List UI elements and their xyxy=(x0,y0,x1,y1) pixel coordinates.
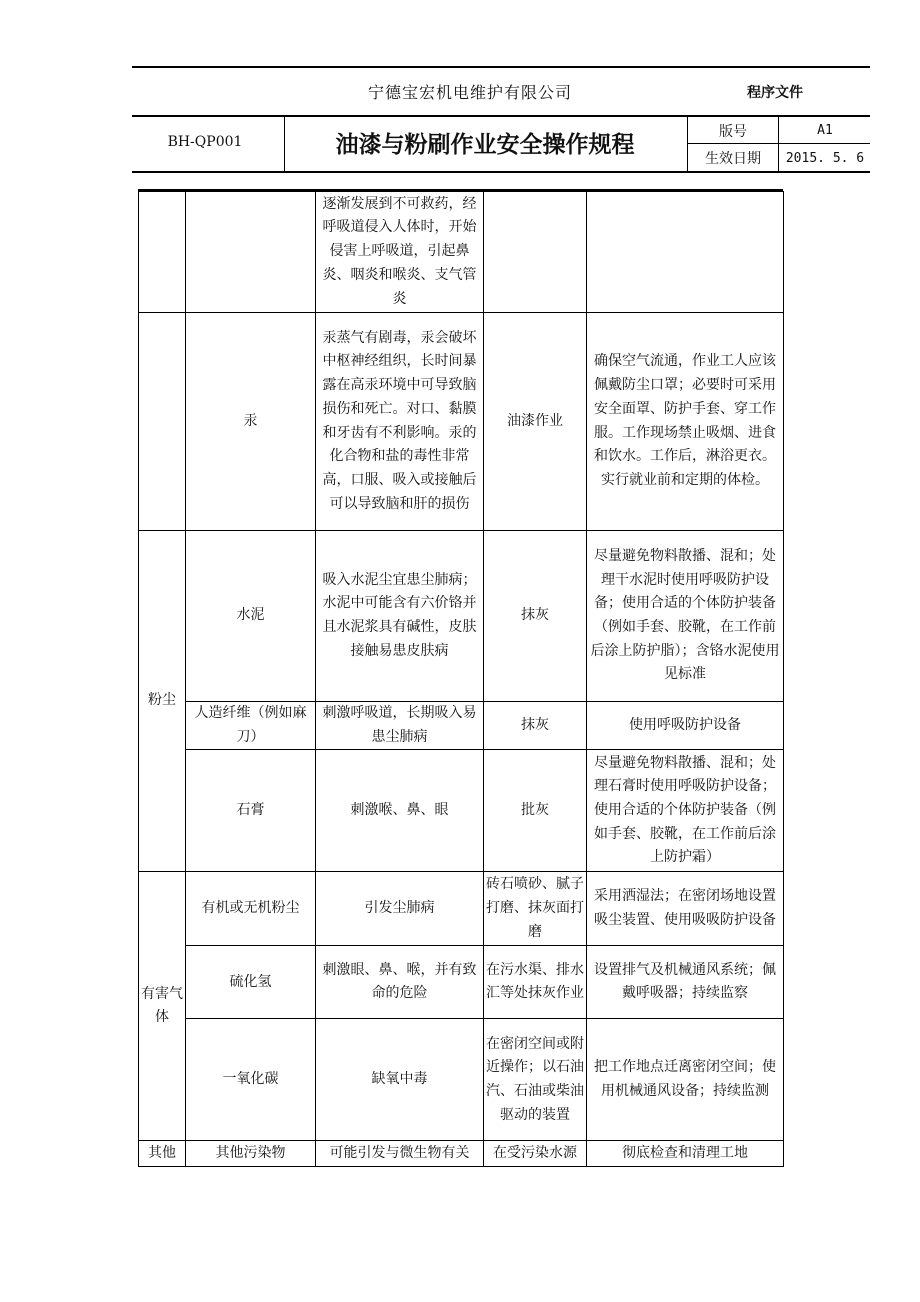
table-row xyxy=(139,750,784,872)
measures-cell: 尽量避免物料散播、混和；处理石膏时使用呼吸防护设备；使用合适的个体防护装备（例如手套、胶靴，在工作前后涂上防护霜） xyxy=(587,750,784,872)
activity-cell: 在受污染水源 xyxy=(484,1141,587,1167)
hazard-cell: 刺激喉、鼻、眼 xyxy=(316,750,484,872)
hazard-cell: 逐渐发展到不可救药，经呼吸道侵入人体时，开始侵害上呼吸道，引起鼻炎、咽炎和喉炎、支气管炎 xyxy=(316,192,484,313)
measures-cell: 设置排气及机械通风系统；佩戴呼吸器；持续监察 xyxy=(587,946,784,1019)
substance-cell: 水泥 xyxy=(186,531,316,702)
company-name: 宁德宝宏机电维护有限公司 xyxy=(367,83,572,102)
hazard-cell: 可能引发与微生物有关 xyxy=(316,1141,484,1167)
table-row xyxy=(139,702,784,750)
effective-date-label: 生效日期 xyxy=(705,151,761,167)
substance-cell xyxy=(186,192,316,313)
activity-cell: 在污水渠、排水汇等处抹灰作业 xyxy=(484,946,587,1019)
meta-row-rule xyxy=(687,143,870,144)
document-number: BH-QP001 xyxy=(167,134,243,150)
hazard-cell: 刺激眼、鼻、喉，并有致命的危险 xyxy=(316,946,484,1019)
table-row xyxy=(139,1019,784,1141)
measures-cell: 把工作地点迁离密闭空间；使用机械通风设备；持续监测 xyxy=(587,1019,784,1141)
effective-date-value: 2015. 5. 6 xyxy=(785,151,865,166)
hazard-cell: 刺激呼吸道，长期吸入易患尘肺病 xyxy=(316,702,484,750)
document-title: 油漆与粉刷作业安全操作规程 xyxy=(335,132,635,158)
category-dust: 粉尘 xyxy=(139,531,186,872)
header-bottom-rule xyxy=(132,171,870,173)
hazard-cell: 汞蒸气有剧毒，汞会破坏中枢神经组织，长时间暴露在高汞环境中可导致脑损伤和死亡。对口、黏膜和牙齿有不利影响。汞的化合物和盐的毒性非常高，口服、吸入或接触后可以导致脑和肝的损伤 xyxy=(316,313,484,531)
activity-cell: 油漆作业 xyxy=(484,313,587,531)
table-row xyxy=(139,313,784,531)
activity-cell: 抹灰 xyxy=(484,702,587,750)
category-gas: 有害气体 xyxy=(139,872,186,1141)
measures-cell: 确保空气流通，作业工人应该佩戴防尘口罩；必要时可采用安全面罩、防护手套、穿工作服。工作现场禁止吸烟、进食和饮水。工作后，淋浴更衣。实行就业前和定期的体检。 xyxy=(587,313,784,531)
substance-cell: 有机或无机粉尘 xyxy=(186,872,316,946)
hazard-cell: 吸入水泥尘宜患尘肺病；水泥中可能含有六价铬并且水泥浆具有碱性，皮肤接触易患皮肤病 xyxy=(316,531,484,702)
table-row xyxy=(139,872,784,946)
version-label: 版号 xyxy=(719,124,747,140)
activity-cell: 砖石喷砂、腻子打磨、抹灰面打磨 xyxy=(484,872,587,946)
category-other: 其他 xyxy=(139,1141,186,1167)
divider-meta xyxy=(778,116,779,172)
header-top-rule xyxy=(132,66,870,68)
version-value: A1 xyxy=(817,123,833,138)
activity-cell xyxy=(484,192,587,313)
category-cell xyxy=(139,192,186,313)
activity-cell: 在密闭空间或附近操作；以石油汽、石油或柴油驱动的装置 xyxy=(484,1019,587,1141)
measures-cell: 使用呼吸防护设备 xyxy=(587,702,784,750)
activity-cell: 批灰 xyxy=(484,750,587,872)
table-row xyxy=(139,946,784,1019)
header-mid-rule xyxy=(132,115,870,117)
category-cell xyxy=(139,313,186,531)
substance-cell: 石膏 xyxy=(186,750,316,872)
substance-cell: 汞 xyxy=(186,313,316,531)
table-row xyxy=(139,1141,784,1167)
substance-cell: 一氧化碳 xyxy=(186,1019,316,1141)
measures-cell: 彻底检查和清理工地 xyxy=(587,1141,784,1167)
substance-cell: 人造纤维（例如麻刀） xyxy=(186,702,316,750)
table-row xyxy=(139,192,784,313)
document-type: 程序文件 xyxy=(747,85,803,101)
activity-cell: 抹灰 xyxy=(484,531,587,702)
hazard-cell: 缺氧中毒 xyxy=(316,1019,484,1141)
substance-cell: 其他污染物 xyxy=(186,1141,316,1167)
substance-cell: 硫化氢 xyxy=(186,946,316,1019)
measures-cell: 采用洒湿法；在密闭场地设置吸尘装置、使用吸吸防护设备 xyxy=(587,872,784,946)
table-row xyxy=(139,531,784,702)
measures-cell xyxy=(587,192,784,313)
measures-cell: 尽量避免物料散播、混和；处理干水泥时使用呼吸防护设备；使用合适的个体防护装备（例如手套、胶靴，在工作前后涂上防护脂）；含铬水泥使用见标准 xyxy=(587,531,784,702)
hazard-table xyxy=(138,191,784,1167)
hazard-cell: 引发尘肺病 xyxy=(316,872,484,946)
